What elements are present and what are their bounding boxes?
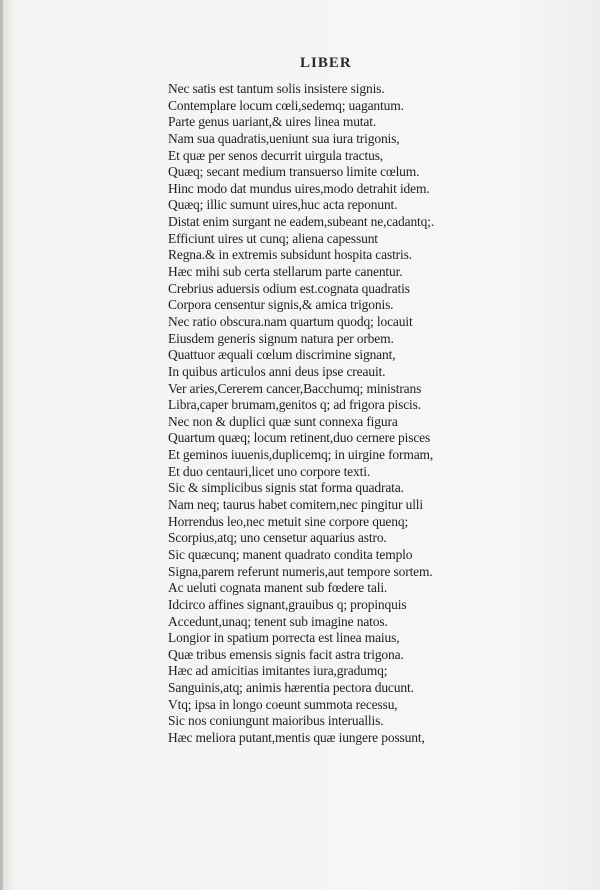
- verse-line: Libra,caper brumam,genitos q; ad frigora piscis.: [168, 397, 421, 413]
- verse-line: Nec satis est tantum solis insistere signis.: [168, 81, 385, 96]
- verse-line: Ac ueluti cognata manent sub fœdere tali.: [168, 580, 388, 596]
- verse-line: Distat enim surgant ne eadem,subeant ne,cadantq;.: [168, 214, 435, 230]
- verse-line: Contemplare locum cœli,sedemq; uagantum.: [168, 97, 404, 113]
- verse-line: Hæc meliora putant,mentis quæ iungere possunt,: [168, 729, 425, 745]
- verse-line: Corpora censentur signis,& amica trigonis.: [168, 297, 394, 313]
- verse-line: Vtq; ipsa in longo coeunt summota recessu,: [168, 696, 398, 712]
- verse-line: Eiusdem generis signum natura per orbem.: [168, 330, 394, 346]
- verse-line: Accedunt,unaq; tenent sub imagine natos.: [168, 613, 388, 629]
- verse-line: Et quæ per senos decurrit uirgula tractus,: [168, 147, 384, 163]
- verse-line: Parte genus uariant,& uires linea mutat.: [168, 114, 377, 130]
- verse-line: Ver aries,Cererem cancer,Bacchumq; ministrans: [168, 380, 422, 396]
- verse-line: Sic nos coniungunt maioribus interuallis.: [168, 713, 384, 729]
- verse-line: Crebrius aduersis odium est.cognata quadratis: [168, 280, 410, 296]
- verse-line: Idcirco affines signant,grauibus q; propinquis: [168, 596, 407, 612]
- verse-line: Efficiunt uires ut cunq; aliena capessunt: [168, 230, 378, 246]
- verse-line: Horrendus leo,nec metuit sine corpore quenq;: [168, 513, 409, 529]
- verse-line: Hæc mihi sub certa stellarum parte canentur.: [168, 264, 403, 280]
- verse-line: Nec non & duplici quæ sunt connexa figura: [168, 413, 398, 429]
- verse-line: Sic quæcunq; manent quadrato condita templo: [168, 546, 413, 562]
- verse-line: Sic & simplicibus signis stat forma quadrata.: [168, 480, 404, 496]
- verse-line: Quæq; secant medium transuerso limite cœlum.: [168, 164, 420, 180]
- verse-line: Quattuor æquali cœlum discrimine signant,: [168, 347, 396, 363]
- page-gutter-shadow: [0, 0, 3, 890]
- verse-line: Quartum quæq; locum retinent,duo cernere pisces: [168, 430, 431, 446]
- verse-line: Nam neq; taurus habet comitem,nec pingitur ulli: [168, 497, 424, 513]
- verse-text-block: [168, 81, 468, 747]
- verse-line: Hinc modo dat mundus uires,modo detrahit idem.: [168, 180, 430, 196]
- verse-line: Quæ tribus emensis signis facit astra trigona.: [168, 646, 404, 662]
- verse-line: Nam sua quadratis,ueniunt sua iura trigonis,: [168, 130, 400, 146]
- verse-line: Hæc ad amicitias imitantes iura,gradumq;: [168, 663, 388, 679]
- verse-line: Nec ratio obscura.nam quartum quodq; locauit: [168, 313, 413, 329]
- verse-line: Longior in spatium porrecta est linea maius,: [168, 630, 400, 646]
- verse-line: Sanguinis,atq; animis hærentia pectora ducunt.: [168, 680, 414, 696]
- verse-line: Quæq; illic sumunt uires,huc acta reponunt.: [168, 197, 398, 213]
- verse-line: In quibus articulos anni deus ipse creauit.: [168, 363, 386, 379]
- verse-line: Scorpius,atq; uno censetur aquarius astro.: [168, 530, 387, 546]
- verse-line: Signa,parem referunt numeris,aut tempore sortem.: [168, 563, 433, 579]
- running-head: LIBER: [300, 55, 352, 71]
- verse-line: Regna.& in extremis subsidunt hospita castris.: [168, 247, 412, 263]
- verse-line: Et geminos iuuenis,duplicemq; in uirgine formam,: [168, 447, 434, 463]
- verse-line: Et duo centauri,licet uno corpore texti.: [168, 463, 371, 479]
